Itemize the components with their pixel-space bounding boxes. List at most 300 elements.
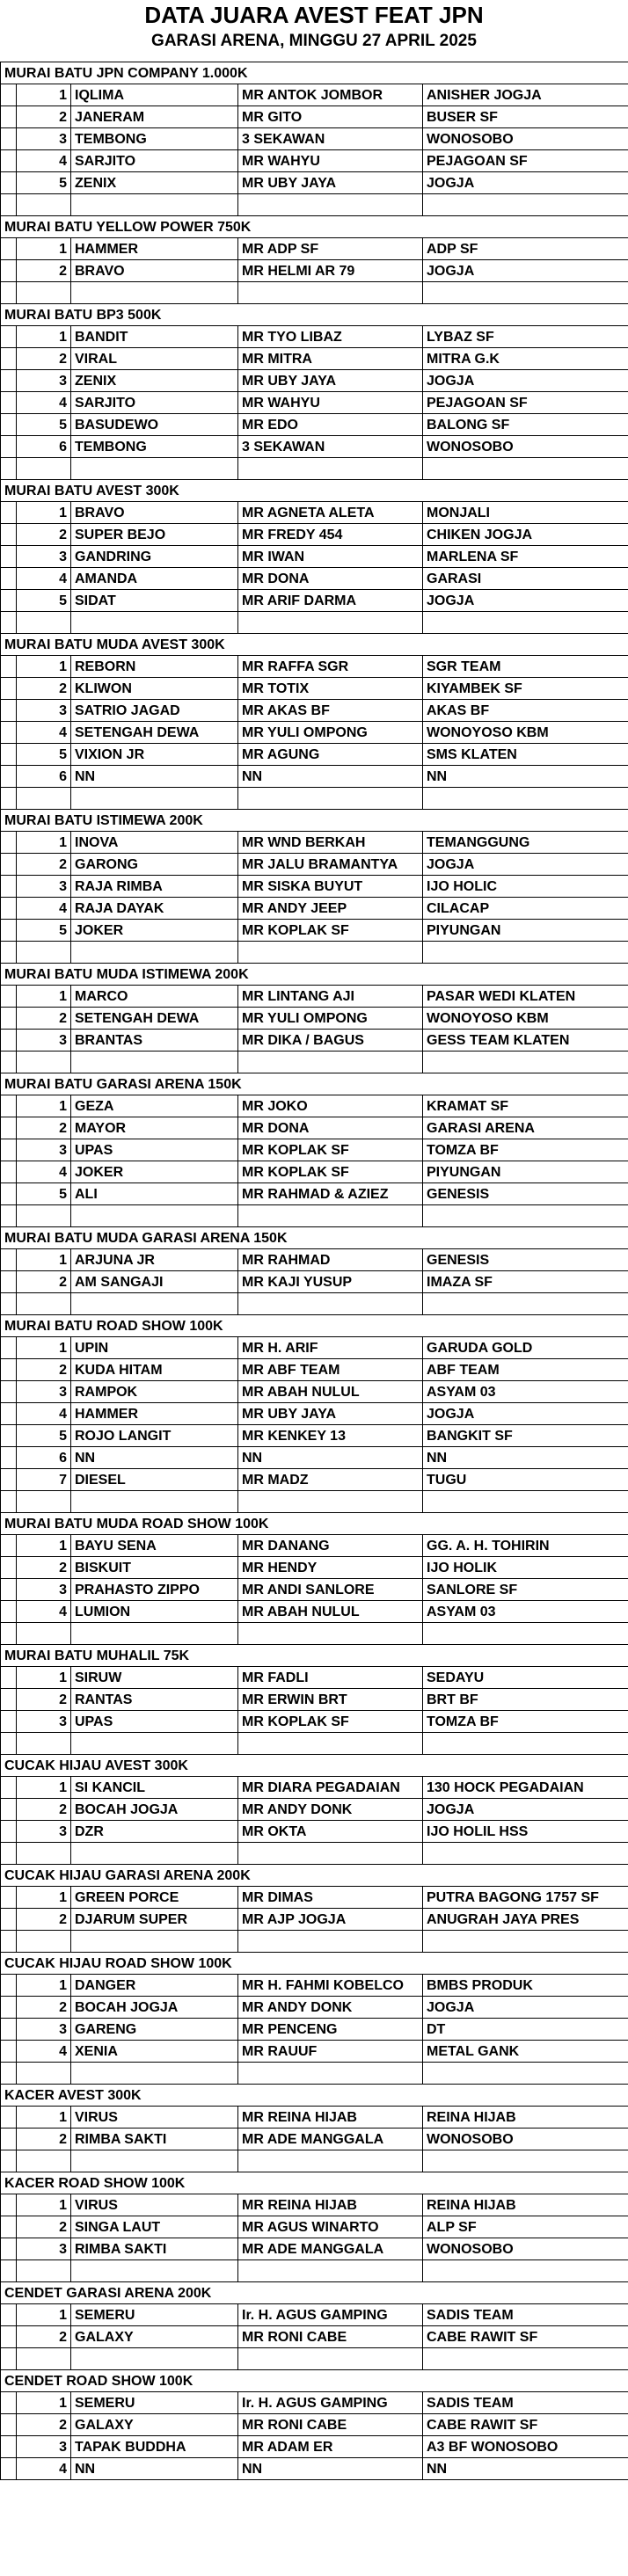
- owner-cell: MR JALU BRAMANTYA: [238, 854, 423, 876]
- indent-cell: [1, 700, 17, 722]
- spacer-row: [1, 1931, 628, 1953]
- team-cell: CABE RAWIT SF: [423, 2414, 628, 2436]
- owner-cell: NN: [238, 2458, 423, 2480]
- spacer-row: [1, 942, 628, 964]
- owner-cell: MR MITRA: [238, 348, 423, 370]
- section-title: KACER AVEST 300K: [1, 2085, 628, 2107]
- table-row: [1, 1337, 628, 1359]
- bird-name-cell: ALI: [71, 1183, 238, 1205]
- team-cell: BANGKIT SF: [423, 1425, 628, 1447]
- rank-cell: 3: [17, 1821, 71, 1843]
- owner-cell: Ir. H. AGUS GAMPING: [238, 2392, 423, 2414]
- rank-cell: 2: [17, 2216, 71, 2238]
- rank-cell: 4: [17, 568, 71, 590]
- table-row: [1, 2216, 628, 2238]
- indent-cell: [1, 876, 17, 898]
- indent-cell: [1, 326, 17, 348]
- rank-cell: 4: [17, 2041, 71, 2063]
- bird-name-cell: KUDA HITAM: [71, 1359, 238, 1381]
- empty-cell: [238, 2348, 423, 2370]
- bird-name-cell: AM SANGAJI: [71, 1271, 238, 1293]
- bird-name-cell: LUMION: [71, 1601, 238, 1623]
- rank-cell: 2: [17, 260, 71, 282]
- table-row: [1, 370, 628, 392]
- bird-name-cell: SEMERU: [71, 2392, 238, 2414]
- table-row: [1, 1535, 628, 1557]
- empty-cell: [423, 194, 628, 216]
- table-row: [1, 722, 628, 744]
- bird-name-cell: SIDAT: [71, 590, 238, 612]
- owner-cell: MR AJP JOGJA: [238, 1909, 423, 1931]
- indent-cell: [1, 854, 17, 876]
- bird-name-cell: ZENIX: [71, 172, 238, 194]
- table-row: [1, 414, 628, 436]
- indent-cell: [1, 1008, 17, 1030]
- rank-cell: 1: [17, 2392, 71, 2414]
- owner-cell: MR WND BERKAH: [238, 832, 423, 854]
- team-cell: NN: [423, 766, 628, 788]
- empty-cell: [17, 194, 71, 216]
- indent-cell: [1, 524, 17, 546]
- team-cell: KIYAMBEK SF: [423, 678, 628, 700]
- bird-name-cell: SETENGAH DEWA: [71, 1008, 238, 1030]
- table-row: [1, 568, 628, 590]
- indent-cell: [1, 1403, 17, 1425]
- bird-name-cell: BRAVO: [71, 260, 238, 282]
- empty-cell: [17, 2348, 71, 2370]
- table-row: [1, 678, 628, 700]
- empty-cell: [1, 1491, 17, 1513]
- empty-cell: [423, 1293, 628, 1315]
- team-cell: 130 HOCK PEGADAIAN: [423, 1777, 628, 1799]
- table-row: [1, 1667, 628, 1689]
- rank-cell: 1: [17, 2194, 71, 2216]
- owner-cell: MR TYO LIBAZ: [238, 326, 423, 348]
- indent-cell: [1, 766, 17, 788]
- results-table: [0, 62, 628, 2480]
- empty-cell: [238, 194, 423, 216]
- rank-cell: 3: [17, 370, 71, 392]
- table-row: [1, 876, 628, 898]
- indent-cell: [1, 260, 17, 282]
- section-title: MURAI BATU ROAD SHOW 100K: [1, 1315, 628, 1337]
- rank-cell: 3: [17, 700, 71, 722]
- empty-cell: [238, 2063, 423, 2085]
- indent-cell: [1, 1557, 17, 1579]
- bird-name-cell: SI KANCIL: [71, 1777, 238, 1799]
- team-cell: BMBS PRODUK: [423, 1975, 628, 1997]
- owner-cell: MR DONA: [238, 568, 423, 590]
- empty-cell: [1, 2348, 17, 2370]
- owner-cell: MR DIMAS: [238, 1887, 423, 1909]
- team-cell: SGR TEAM: [423, 656, 628, 678]
- owner-cell: MR ANDI SANLORE: [238, 1579, 423, 1601]
- empty-cell: [1, 1733, 17, 1755]
- team-cell: GENESIS: [423, 1249, 628, 1271]
- rank-cell: 2: [17, 1008, 71, 1030]
- bird-name-cell: JOKER: [71, 1161, 238, 1183]
- indent-cell: [1, 1249, 17, 1271]
- bird-name-cell: AMANDA: [71, 568, 238, 590]
- table-row: [1, 1469, 628, 1491]
- empty-cell: [17, 458, 71, 480]
- rank-cell: 1: [17, 1249, 71, 1271]
- rank-cell: 2: [17, 1799, 71, 1821]
- team-cell: TOMZA BF: [423, 1139, 628, 1161]
- owner-cell: MR RAHMAD & AZIEZ: [238, 1183, 423, 1205]
- bird-name-cell: PRAHASTO ZIPPO: [71, 1579, 238, 1601]
- bird-name-cell: RAMPOK: [71, 1381, 238, 1403]
- table-row: [1, 2194, 628, 2216]
- team-cell: TOMZA BF: [423, 1711, 628, 1733]
- bird-name-cell: RANTAS: [71, 1689, 238, 1711]
- rank-cell: 3: [17, 1030, 71, 1052]
- team-cell: GARASI: [423, 568, 628, 590]
- rank-cell: 2: [17, 2414, 71, 2436]
- section-header-row: [1, 2172, 628, 2194]
- indent-cell: [1, 436, 17, 458]
- owner-cell: MR ADE MANGGALA: [238, 2128, 423, 2150]
- table-row: [1, 2041, 628, 2063]
- spacer-row: [1, 1623, 628, 1645]
- table-row: [1, 128, 628, 150]
- spacer-row: [1, 282, 628, 304]
- page-title: DATA JUARA AVEST FEAT JPN: [144, 2, 484, 28]
- empty-cell: [71, 1931, 238, 1953]
- spacer-row: [1, 1843, 628, 1865]
- indent-cell: [1, 1997, 17, 2019]
- table-row: [1, 2326, 628, 2348]
- table-row: [1, 590, 628, 612]
- bird-name-cell: GALAXY: [71, 2326, 238, 2348]
- empty-cell: [1, 942, 17, 964]
- rank-cell: 1: [17, 1667, 71, 1689]
- bird-name-cell: BRANTAS: [71, 1030, 238, 1052]
- bird-name-cell: SIRUW: [71, 1667, 238, 1689]
- rank-cell: 3: [17, 2436, 71, 2458]
- owner-cell: Ir. H. AGUS GAMPING: [238, 2304, 423, 2326]
- table-row: [1, 1601, 628, 1623]
- rank-cell: 2: [17, 678, 71, 700]
- indent-cell: [1, 1030, 17, 1052]
- rank-cell: 3: [17, 876, 71, 898]
- bird-name-cell: SUPER BEJO: [71, 524, 238, 546]
- owner-cell: MR DONA: [238, 1117, 423, 1139]
- team-cell: CABE RAWIT SF: [423, 2326, 628, 2348]
- bird-name-cell: UPAS: [71, 1711, 238, 1733]
- owner-cell: MR ABAH NULUL: [238, 1381, 423, 1403]
- bird-name-cell: SINGA LAUT: [71, 2216, 238, 2238]
- table-row: [1, 986, 628, 1008]
- bird-name-cell: ROJO LANGIT: [71, 1425, 238, 1447]
- empty-cell: [238, 1052, 423, 1073]
- owner-cell: MR KOPLAK SF: [238, 1711, 423, 1733]
- indent-cell: [1, 2392, 17, 2414]
- table-row: [1, 1161, 628, 1183]
- indent-cell: [1, 502, 17, 524]
- team-cell: SEDAYU: [423, 1667, 628, 1689]
- indent-cell: [1, 2304, 17, 2326]
- owner-cell: MR KOPLAK SF: [238, 1139, 423, 1161]
- section-title: MURAI BATU BP3 500K: [1, 304, 628, 326]
- table-row: [1, 1403, 628, 1425]
- table-row: [1, 1447, 628, 1469]
- empty-cell: [238, 1733, 423, 1755]
- owner-cell: MR ANDY JEEP: [238, 898, 423, 920]
- empty-cell: [1, 282, 17, 304]
- table-row: [1, 1249, 628, 1271]
- table-row: [1, 2107, 628, 2128]
- empty-cell: [17, 942, 71, 964]
- bird-name-cell: SARJITO: [71, 150, 238, 172]
- rank-cell: 4: [17, 1601, 71, 1623]
- bird-name-cell: VIRAL: [71, 348, 238, 370]
- section-header-row: [1, 1953, 628, 1975]
- table-row: [1, 326, 628, 348]
- spacer-row: [1, 1293, 628, 1315]
- indent-cell: [1, 128, 17, 150]
- indent-cell: [1, 1161, 17, 1183]
- empty-cell: [71, 458, 238, 480]
- table-row: [1, 832, 628, 854]
- team-cell: WONOYOSO KBM: [423, 1008, 628, 1030]
- indent-cell: [1, 832, 17, 854]
- empty-cell: [17, 2150, 71, 2172]
- team-cell: WONOYOSO KBM: [423, 722, 628, 744]
- section-header-row: [1, 1227, 628, 1249]
- owner-cell: MR DIKA / BAGUS: [238, 1030, 423, 1052]
- section-header-row: [1, 1645, 628, 1667]
- indent-cell: [1, 2107, 17, 2128]
- section-title: CUCAK HIJAU GARASI ARENA 200K: [1, 1865, 628, 1887]
- empty-cell: [423, 1205, 628, 1227]
- section-title: KACER ROAD SHOW 100K: [1, 2172, 628, 2194]
- rank-cell: 1: [17, 1887, 71, 1909]
- bird-name-cell: JOKER: [71, 920, 238, 942]
- empty-cell: [423, 2260, 628, 2282]
- section-header-row: [1, 1073, 628, 1095]
- table-row: [1, 1425, 628, 1447]
- bird-name-cell: DANGER: [71, 1975, 238, 1997]
- team-cell: JOGJA: [423, 370, 628, 392]
- rank-cell: 1: [17, 1777, 71, 1799]
- owner-cell: MR REINA HIJAB: [238, 2194, 423, 2216]
- owner-cell: MR TOTIX: [238, 678, 423, 700]
- table-row: [1, 1008, 628, 1030]
- bird-name-cell: SARJITO: [71, 392, 238, 414]
- rank-cell: 2: [17, 1997, 71, 2019]
- empty-cell: [71, 1843, 238, 1865]
- owner-cell: MR KAJI YUSUP: [238, 1271, 423, 1293]
- team-cell: WONOSOBO: [423, 2128, 628, 2150]
- bird-name-cell: UPIN: [71, 1337, 238, 1359]
- table-row: [1, 1777, 628, 1799]
- indent-cell: [1, 2414, 17, 2436]
- empty-cell: [17, 1205, 71, 1227]
- indent-cell: [1, 1469, 17, 1491]
- empty-cell: [17, 788, 71, 810]
- owner-cell: MR WAHYU: [238, 150, 423, 172]
- spacer-row: [1, 2150, 628, 2172]
- rank-cell: 4: [17, 722, 71, 744]
- owner-cell: MR FREDY 454: [238, 524, 423, 546]
- section-title: MURAI BATU YELLOW POWER 750K: [1, 216, 628, 238]
- team-cell: LYBAZ SF: [423, 326, 628, 348]
- section-title: CUCAK HIJAU AVEST 300K: [1, 1755, 628, 1777]
- empty-cell: [71, 1733, 238, 1755]
- bird-name-cell: HAMMER: [71, 238, 238, 260]
- indent-cell: [1, 898, 17, 920]
- team-cell: BUSER SF: [423, 106, 628, 128]
- spacer-row: [1, 612, 628, 634]
- rank-cell: 2: [17, 348, 71, 370]
- owner-cell: MR AKAS BF: [238, 700, 423, 722]
- bird-name-cell: ZENIX: [71, 370, 238, 392]
- team-cell: JOGJA: [423, 1997, 628, 2019]
- section-title: MURAI BATU MUDA ISTIMEWA 200K: [1, 964, 628, 986]
- rank-cell: 1: [17, 2304, 71, 2326]
- empty-cell: [1, 194, 17, 216]
- section-header-row: [1, 634, 628, 656]
- team-cell: IJO HOLIL HSS: [423, 1821, 628, 1843]
- empty-cell: [1, 1931, 17, 1953]
- table-row: [1, 1557, 628, 1579]
- section-header-row: [1, 2085, 628, 2107]
- indent-cell: [1, 348, 17, 370]
- spacer-row: [1, 1052, 628, 1073]
- table-row: [1, 1117, 628, 1139]
- owner-cell: MR AGUNG: [238, 744, 423, 766]
- rank-cell: 6: [17, 436, 71, 458]
- rank-cell: 5: [17, 1425, 71, 1447]
- rank-cell: 5: [17, 590, 71, 612]
- indent-cell: [1, 2458, 17, 2480]
- owner-cell: MR ADP SF: [238, 238, 423, 260]
- team-cell: GENESIS: [423, 1183, 628, 1205]
- empty-cell: [423, 942, 628, 964]
- rank-cell: 2: [17, 1359, 71, 1381]
- team-cell: CILACAP: [423, 898, 628, 920]
- indent-cell: [1, 84, 17, 106]
- table-row: [1, 238, 628, 260]
- table-row: [1, 1095, 628, 1117]
- table-row: [1, 2238, 628, 2260]
- owner-cell: MR AGUS WINARTO: [238, 2216, 423, 2238]
- team-cell: WONOSOBO: [423, 2238, 628, 2260]
- empty-cell: [17, 1491, 71, 1513]
- indent-cell: [1, 546, 17, 568]
- bird-name-cell: NN: [71, 766, 238, 788]
- team-cell: BALONG SF: [423, 414, 628, 436]
- empty-cell: [238, 942, 423, 964]
- team-cell: TUGU: [423, 1469, 628, 1491]
- team-cell: PIYUNGAN: [423, 1161, 628, 1183]
- rank-cell: 4: [17, 1161, 71, 1183]
- indent-cell: [1, 1579, 17, 1601]
- indent-cell: [1, 986, 17, 1008]
- indent-cell: [1, 1711, 17, 1733]
- section-title: CUCAK HIJAU ROAD SHOW 100K: [1, 1953, 628, 1975]
- table-row: [1, 898, 628, 920]
- section-title: MURAI BATU AVEST 300K: [1, 480, 628, 502]
- bird-name-cell: KLIWON: [71, 678, 238, 700]
- table-row: [1, 392, 628, 414]
- empty-cell: [71, 1205, 238, 1227]
- table-row: [1, 1359, 628, 1381]
- owner-cell: MR JOKO: [238, 1095, 423, 1117]
- indent-cell: [1, 1799, 17, 1821]
- indent-cell: [1, 1909, 17, 1931]
- bird-name-cell: RIMBA SAKTI: [71, 2128, 238, 2150]
- team-cell: TEMANGGUNG: [423, 832, 628, 854]
- spacer-row: [1, 458, 628, 480]
- spacer-row: [1, 194, 628, 216]
- team-cell: JOGJA: [423, 172, 628, 194]
- empty-cell: [71, 1293, 238, 1315]
- owner-cell: MR WAHYU: [238, 392, 423, 414]
- rank-cell: 5: [17, 920, 71, 942]
- owner-cell: MR ABF TEAM: [238, 1359, 423, 1381]
- page-subtitle: GARASI ARENA, MINGGU 27 APRIL 2025: [151, 32, 477, 50]
- team-cell: PEJAGOAN SF: [423, 150, 628, 172]
- rank-cell: 2: [17, 854, 71, 876]
- rank-cell: 5: [17, 414, 71, 436]
- bird-name-cell: XENIA: [71, 2041, 238, 2063]
- owner-cell: NN: [238, 1447, 423, 1469]
- owner-cell: MR OKTA: [238, 1821, 423, 1843]
- team-cell: BRT BF: [423, 1689, 628, 1711]
- rank-cell: 5: [17, 172, 71, 194]
- bird-name-cell: BASUDEWO: [71, 414, 238, 436]
- bird-name-cell: TEMBONG: [71, 128, 238, 150]
- empty-cell: [423, 1623, 628, 1645]
- section-header-row: [1, 1315, 628, 1337]
- section-header-row: [1, 1513, 628, 1535]
- indent-cell: [1, 106, 17, 128]
- empty-cell: [423, 282, 628, 304]
- team-cell: SADIS TEAM: [423, 2304, 628, 2326]
- empty-cell: [1, 458, 17, 480]
- table-row: [1, 766, 628, 788]
- indent-cell: [1, 2194, 17, 2216]
- indent-cell: [1, 1821, 17, 1843]
- table-row: [1, 1381, 628, 1403]
- empty-cell: [238, 2260, 423, 2282]
- table-row: [1, 920, 628, 942]
- empty-cell: [423, 2348, 628, 2370]
- rank-cell: 1: [17, 1975, 71, 1997]
- indent-cell: [1, 2326, 17, 2348]
- owner-cell: MR DANANG: [238, 1535, 423, 1557]
- table-row: [1, 1579, 628, 1601]
- empty-cell: [238, 788, 423, 810]
- empty-cell: [71, 2260, 238, 2282]
- empty-cell: [71, 1491, 238, 1513]
- owner-cell: 3 SEKAWAN: [238, 128, 423, 150]
- empty-cell: [1, 1205, 17, 1227]
- rank-cell: 1: [17, 1535, 71, 1557]
- table-row: [1, 260, 628, 282]
- team-cell: SADIS TEAM: [423, 2392, 628, 2414]
- results-table-body: [1, 62, 628, 2480]
- rank-cell: 2: [17, 524, 71, 546]
- team-cell: ANUGRAH JAYA PRES: [423, 1909, 628, 1931]
- rank-cell: 3: [17, 2019, 71, 2041]
- empty-cell: [17, 1733, 71, 1755]
- empty-cell: [1, 2063, 17, 2085]
- empty-cell: [1, 788, 17, 810]
- bird-name-cell: NN: [71, 1447, 238, 1469]
